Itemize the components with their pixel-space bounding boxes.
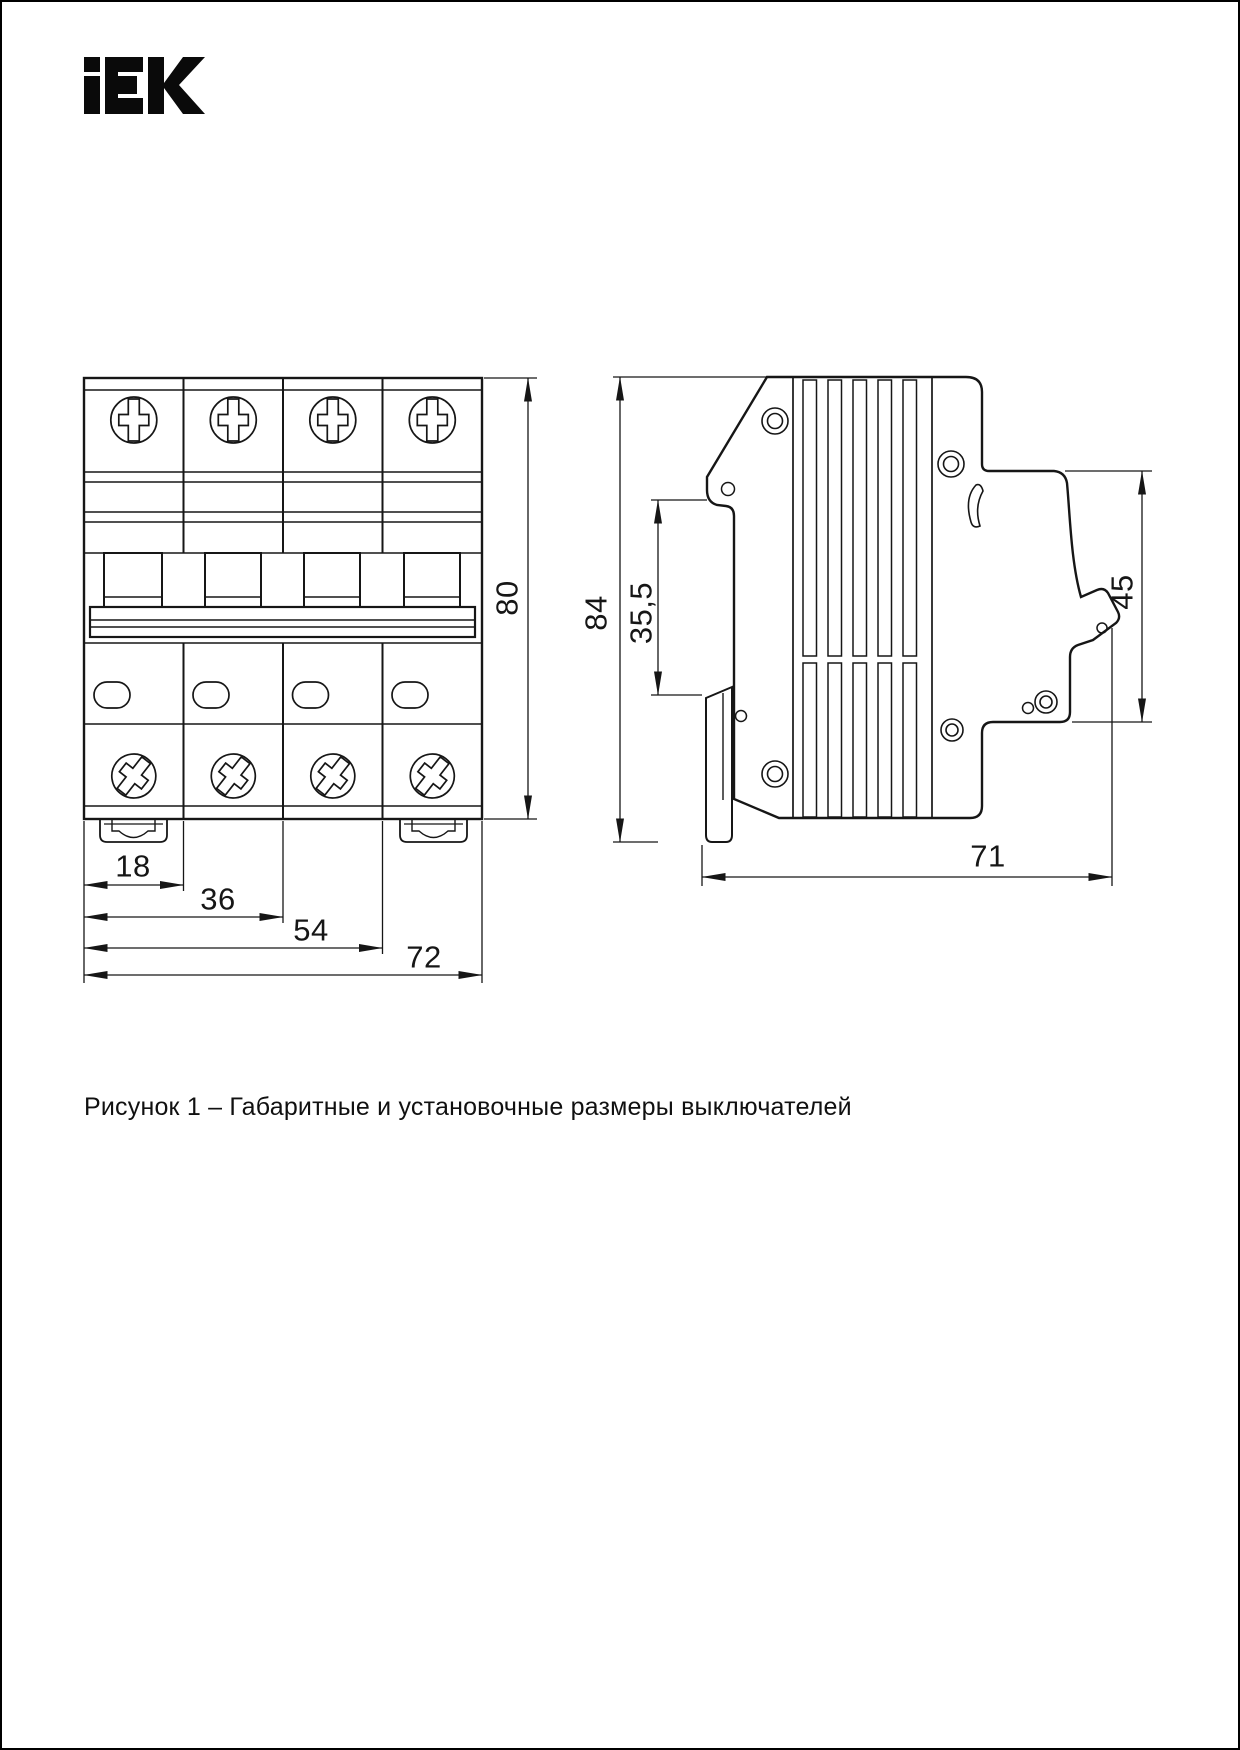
toggle-tie-bar — [90, 607, 475, 637]
rivet-icons — [762, 408, 1057, 787]
front-dimension-lines — [84, 378, 537, 983]
toggle-handles — [104, 553, 460, 607]
dim-45-label: 45 — [1104, 574, 1140, 610]
dim-18-label: 18 — [115, 848, 151, 884]
din-clip-side — [706, 687, 732, 842]
indicator-windows — [94, 682, 428, 708]
dim-72-label: 72 — [406, 939, 442, 975]
dim-71-label: 71 — [970, 838, 1006, 874]
dim-54-label: 54 — [293, 912, 329, 948]
vent-slots-lower — [803, 663, 917, 817]
dim-84-label: 84 — [578, 595, 614, 631]
side-view-drawing — [613, 377, 1152, 886]
vent-slots-upper — [803, 380, 917, 656]
figure-caption: Рисунок 1 – Габаритные и установочные размеры выключателей — [84, 1093, 852, 1121]
curved-slot — [968, 485, 983, 527]
dim-35-5-label: 35,5 — [623, 581, 659, 645]
side-dimension-lines — [613, 377, 1152, 886]
pin-holes — [722, 483, 1108, 722]
dim-80-label: 80 — [489, 580, 525, 616]
dim-36-label: 36 — [200, 881, 236, 917]
front-view-drawing — [84, 378, 537, 983]
